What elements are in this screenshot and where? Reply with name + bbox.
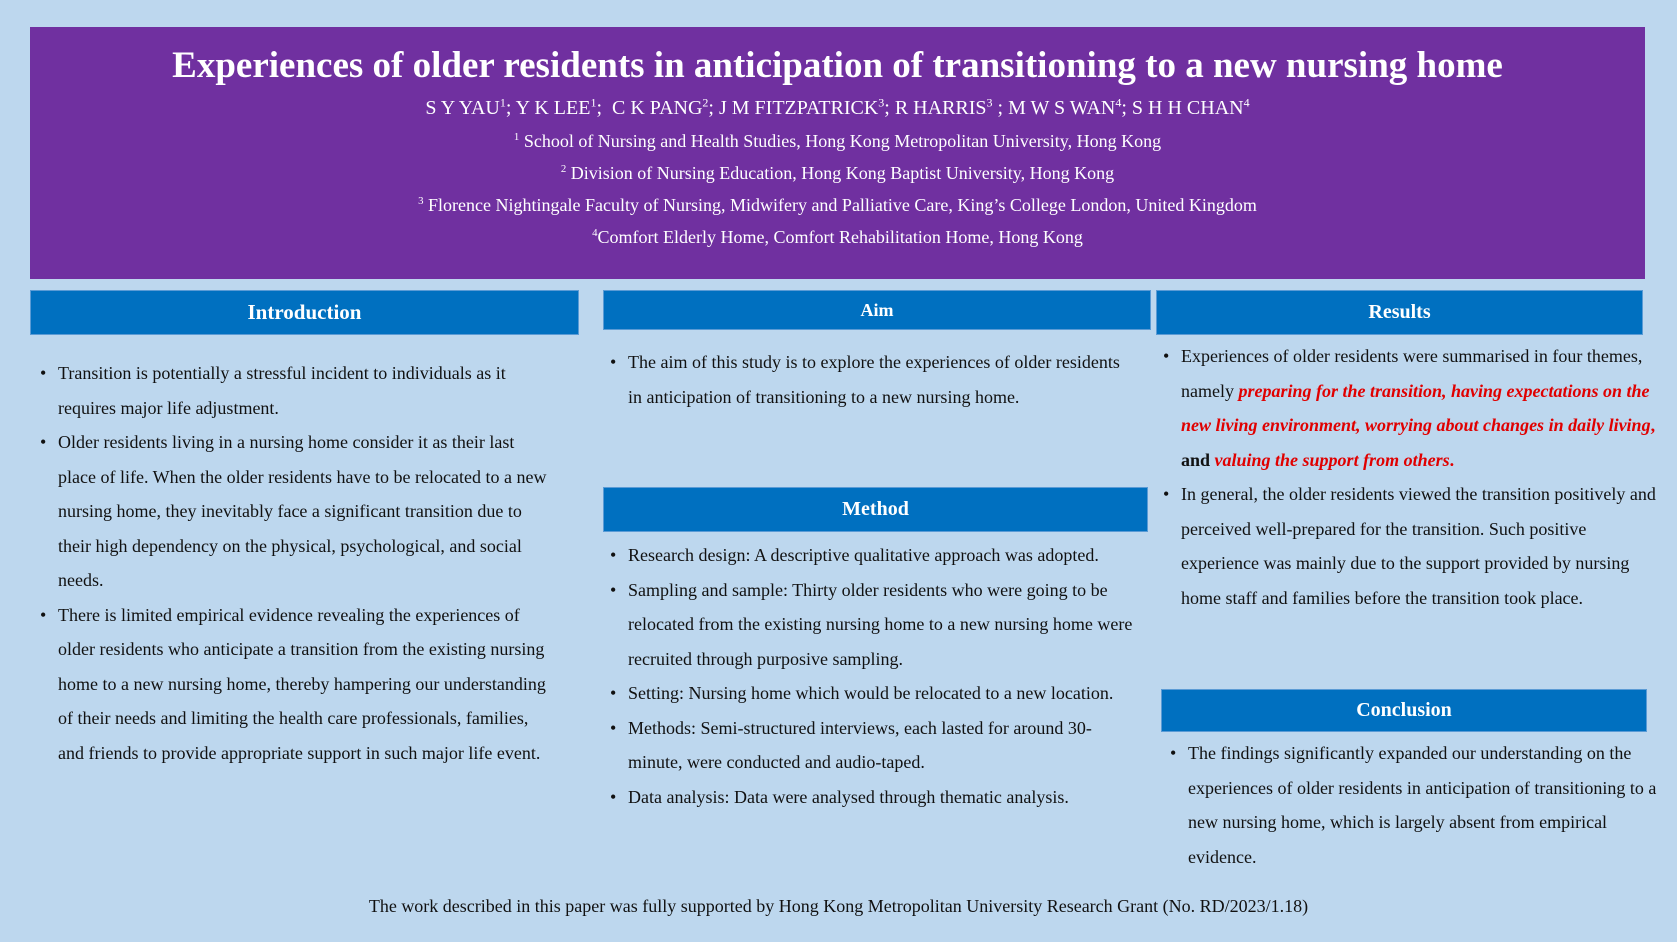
list-item: • Transition is potentially a stressful incident to individuals as it requires major life adjustment.: [30, 356, 550, 425]
list-item: • Data analysis: Data were analysed through thematic analysis.: [600, 780, 1145, 815]
list-item: • In general, the older residents viewed the transition positively and perceived well-prepared for the transition. Such positive experience was mainly due to the support provided by nursing home staff and families before the transition took place.: [1153, 477, 1658, 615]
aim-body: [600, 345, 1135, 414]
poster-title: Experiences of older residents in anticipation of transitioning to a new nursing home: [172, 45, 1503, 86]
theme-highlight: having expectations on the new living environment: [1181, 380, 1650, 435]
theme-highlight: valuing the support from others: [1214, 449, 1450, 470]
method-body: [600, 538, 1145, 814]
author: C K PANG$^2$;: [612, 95, 719, 119]
theme-highlight: worrying about changes in daily living: [1365, 415, 1651, 435]
author: M W S WAN$^4$;: [1008, 95, 1132, 119]
list-item: • Experiences of older residents were summarised in four themes, namely preparing for the transition, having expectations on the new living environment, worrying about changes in daily living, and valuing the support from others.: [1153, 339, 1658, 477]
list-item: • Methods: Semi-structured interviews, each lasted for around 30-minute, were conducted and audio-taped.: [600, 711, 1145, 780]
funding-footer: The work described in this paper was fully supported by Hong Kong Metropolitan University Research Grant (No. RD/2023/1.18): [368, 896, 1309, 916]
author: Y K LEE$^1$;: [515, 95, 613, 119]
list-item: • The findings significantly expanded our understanding on the experiences of older residents in anticipation of transitioning to a new nursing home, which is largely absent from empirical evidence.: [1160, 736, 1665, 874]
results-body: [1153, 339, 1658, 615]
theme-highlight: preparing for the transition: [1238, 380, 1443, 401]
author-list: [30, 97, 1645, 120]
list-item: • There is limited empirical evidence revealing the experiences of older residents who anticipate a transition from the existing nursing home to a new nursing home, thereby hampering our understanding of their needs and limiting the health care professionals, families, and friends to provide appropriate support in such major life event.: [30, 598, 550, 771]
affiliation: $^3$ Florence Nightingale Faculty of Nursing, Midwifery and Palliative Care, King’s College London, United Kingdom: [418, 194, 1257, 215]
author: S Y YAU$^1$;: [425, 95, 516, 119]
introduction-heading: Introduction: [30, 290, 579, 335]
author: J M FITZPATRICK$^3$;: [718, 95, 895, 119]
list-item: • The aim of this study is to explore the experiences of older residents in anticipation of transitioning to a new nursing home.: [600, 345, 1135, 414]
conclusion-body: [1160, 736, 1665, 874]
introduction-body: [30, 356, 550, 770]
conclusion-heading: Conclusion: [1161, 689, 1647, 732]
results-heading: Results: [1156, 290, 1643, 335]
affiliation: $^1$ School of Nursing and Health Studies, Hong Kong Metropolitan University, Hong Kong: [513, 130, 1162, 151]
list-item: • Setting: Nursing home which would be relocated to a new location.: [600, 676, 1145, 711]
affiliation: $^4$Comfort Elderly Home, Comfort Rehabilitation Home, Hong Kong: [592, 226, 1083, 247]
list-item: • Research design: A descriptive qualitative approach was adopted.: [600, 538, 1145, 573]
method-heading: Method: [603, 487, 1148, 532]
affiliation: $^2$ Division of Nursing Education, Hong Kong Baptist University, Hong Kong: [560, 162, 1115, 183]
author: S H H CHAN$^4$: [1131, 95, 1250, 119]
list-item: • Older residents living in a nursing home consider it as their last place of life. When the older residents have to be relocated to a new nursing home, they inevitably face a significant transition due to their high dependency on the physical, psychological, and social needs.: [30, 425, 550, 598]
list-item: • Sampling and sample: Thirty older residents who were going to be relocated from the existing nursing home to a new nursing home were recruited through purposive sampling.: [600, 573, 1145, 677]
poster-header: [30, 27, 1645, 279]
aim-heading: Aim: [603, 290, 1151, 330]
author: R HARRIS$^3$ ;: [894, 95, 1009, 119]
